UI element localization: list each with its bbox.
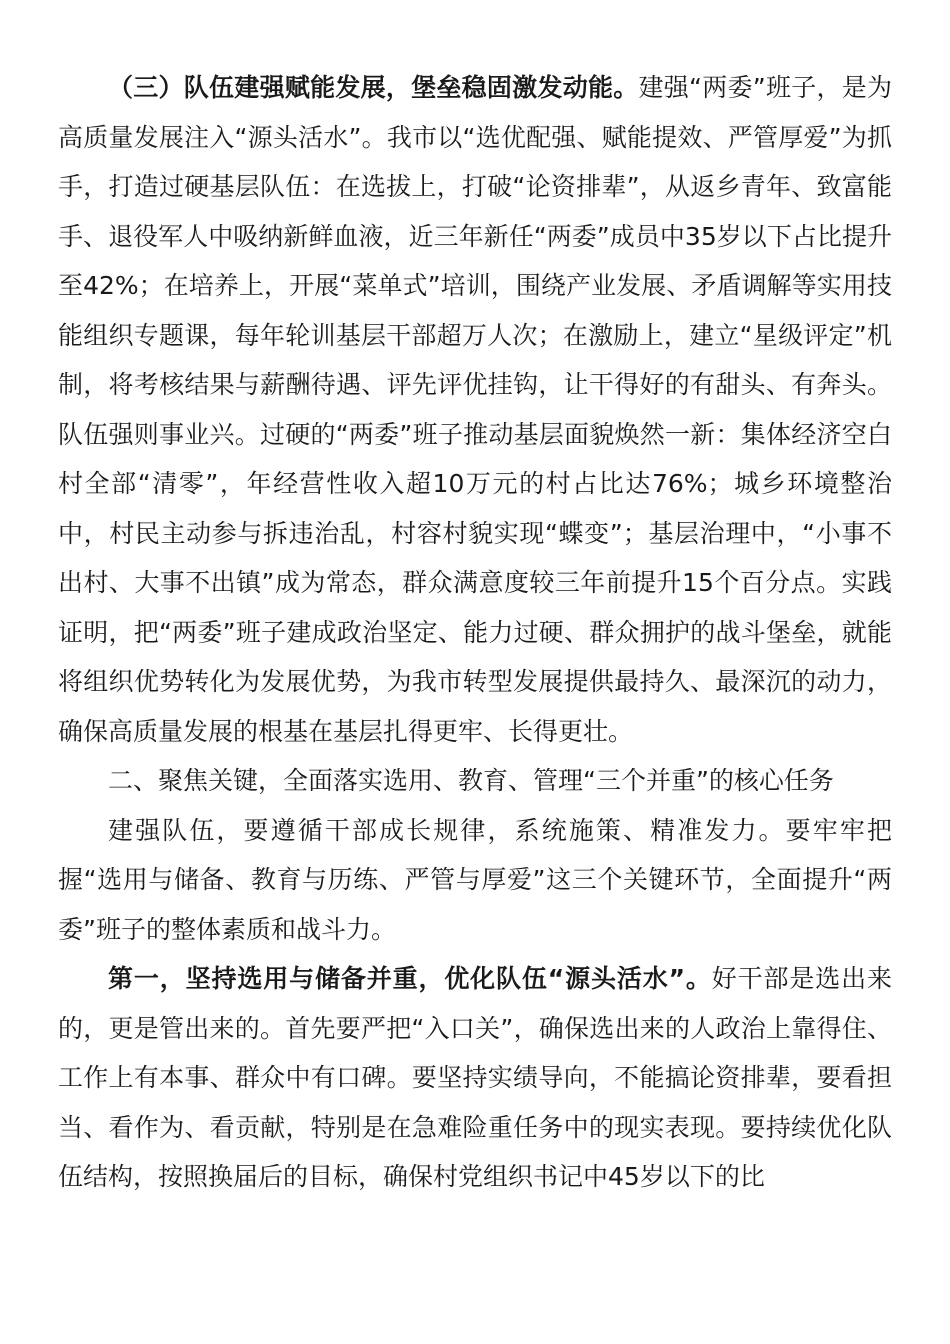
- paragraph-team-building: [58, 63, 892, 756]
- paragraph-selection-reserve: [58, 954, 892, 1202]
- section-heading-core-tasks: 二、聚焦关键，全面落实选用、教育、管理“三个并重”的核心任务: [108, 766, 834, 795]
- document-body: [58, 63, 892, 1202]
- paragraph-build-team: 建强队伍，要遵循干部成长规律，系统施策、精准发力。要牢牢把握“选用与储备、教育与历练、严管与厚爱”这三个关键环节，全面提升“两委”班子的整体素质和战斗力。: [58, 815, 892, 944]
- paragraph-text-team-building: 建强“两委”班子，是为高质量发展注入“源头活水”。我市以“选优配强、赋能提效、严管厚爱”为抓手，打造过硬基层队伍：在选拔上，打破“论资排辈”，从返乡青年、致富能手、退役军人中吸纳新鲜血液，近三年新任“两委”成员中35岁以下占比提升至42%；在培养上，开展“菜单式”培训，围绕产业发展、矛盾调解等实用技能组织专题课，每年轮训基层干部超万人次；在激励上，建立“星级评定”机制，将考核结果与薪酬待遇、评先评优挂钩，让干得好的有甜头、有奔头。队伍强则事业兴。过硬的“两委”班子推动基层面貌焕然一新：集体经济空白村全部“清零”，年经营性收入超10万元的村占比达76%；城乡环境整治中，村民主动参与拆违治乱，村容村貌实现“蝶变”；基层治理中，“小事不出村、大事不出镇”成为常态，群众满意度较三年前提升15个百分点。实践证明，把“两委”班子建成政治坚定、能力过硬、群众拥护的战斗堡垒，就能将组织优势转化为发展优势，为我市转型发展提供最持久、最深沉的动力，确保高质量发展的根基在基层扎得更牢、长得更壮。: [58, 73, 892, 746]
- paragraph-heading-selection-reserve: 第一，坚持选用与储备并重，优化队伍“源头活水”。: [108, 964, 712, 993]
- paragraph-text-selection-reserve: 好干部是选出来的，更是管出来的。首先要严把“入口关”，确保选出来的人政治上靠得住、工作上有本事、群众中有口碑。要坚持实绩导向，不能搞论资排辈，要看担当、看作为、看贡献，特别是在急难险重任务中的现实表现。要持续优化队伍结构，按照换届后的目标，确保村党组织书记中45岁以下的比: [58, 964, 892, 1191]
- paragraph-heading-team-building: （三）队伍建强赋能发展，堡垒稳固激发动能。: [108, 73, 639, 102]
